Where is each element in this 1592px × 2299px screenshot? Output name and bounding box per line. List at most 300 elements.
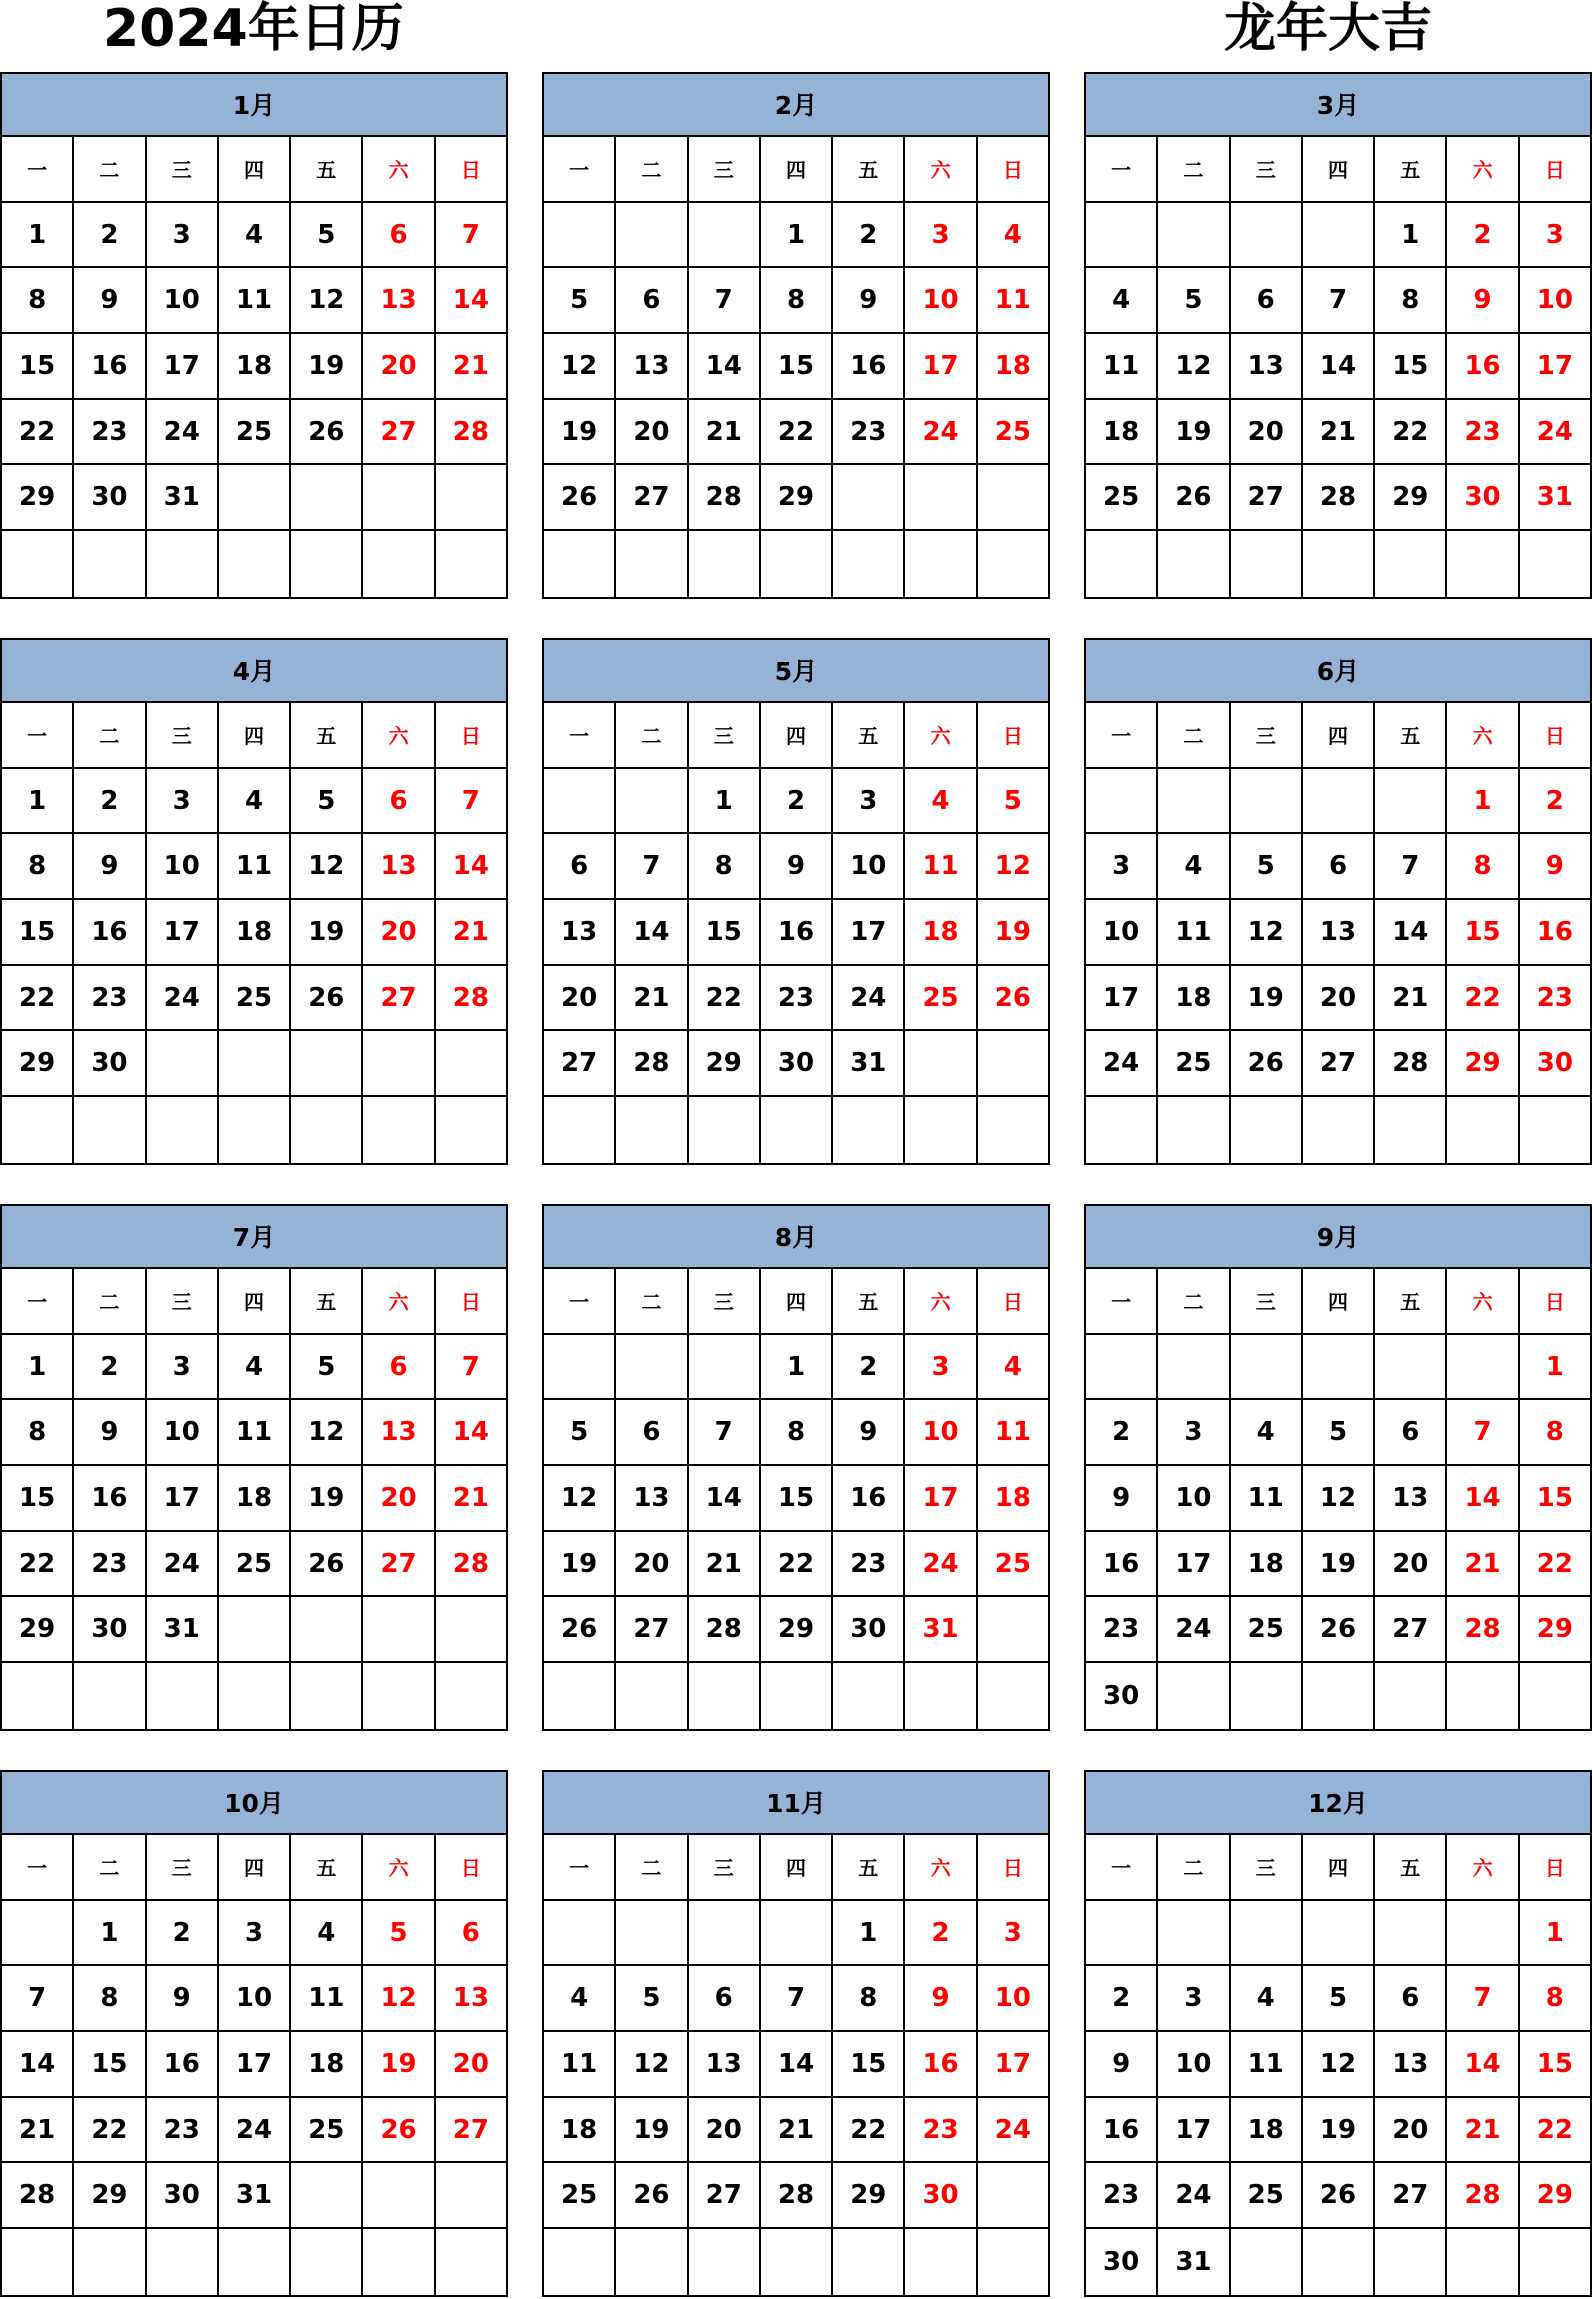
weekday-label: 四 [219,1269,291,1335]
day-cell: 5 [363,1901,435,1967]
month-block [542,1770,1050,2297]
empty-cell [1303,2229,1375,2295]
empty-cell [74,1097,146,1163]
day-cell: 2 [74,203,146,269]
empty-cell [1375,531,1447,597]
weekday-label: 日 [1520,703,1592,769]
empty-cell [689,1335,761,1401]
day-cell: 26 [1231,1031,1303,1097]
day-cell: 17 [147,1466,219,1532]
day-cell: 14 [689,334,761,400]
empty-cell [1086,1335,1158,1401]
empty-cell [291,2163,363,2229]
day-cell: 4 [219,203,291,269]
weekday-label: 一 [2,137,74,203]
day-cell: 16 [74,900,146,966]
day-cell: 25 [219,400,291,466]
day-cell: 29 [761,465,833,531]
day-cell: 31 [833,1031,905,1097]
day-cell: 11 [219,834,291,900]
day-cell: 7 [436,1335,508,1401]
day-cell: 16 [833,334,905,400]
day-cell: 1 [2,769,74,835]
empty-cell [978,2163,1050,2229]
month-block [1084,638,1592,1165]
day-cell: 25 [291,2098,363,2164]
day-cell: 7 [1447,1966,1519,2032]
empty-cell [761,1097,833,1163]
day-cell: 11 [1086,334,1158,400]
weekday-label: 三 [689,1269,761,1335]
day-cell: 28 [616,1031,688,1097]
day-cell: 21 [436,900,508,966]
day-cell: 20 [544,966,616,1032]
empty-cell [1231,1663,1303,1729]
day-cell: 27 [616,1597,688,1663]
empty-cell [689,2229,761,2295]
day-cell: 19 [291,334,363,400]
day-cell: 18 [978,334,1050,400]
day-cell: 8 [2,1400,74,1466]
empty-cell [978,1663,1050,1729]
day-cell: 27 [1375,1597,1447,1663]
weekday-label: 五 [291,1269,363,1335]
day-cell: 6 [689,1966,761,2032]
day-cell: 3 [905,203,977,269]
empty-cell [436,1663,508,1729]
weekday-label: 四 [761,1835,833,1901]
day-cell: 24 [147,966,219,1032]
month-grid [542,1835,1050,2297]
empty-cell [1086,531,1158,597]
empty-cell [219,1031,291,1097]
day-cell: 13 [363,834,435,900]
month-header: 7月 [0,1204,508,1269]
day-cell: 12 [544,1466,616,1532]
empty-cell [544,203,616,269]
day-cell: 31 [1520,465,1592,531]
day-cell: 28 [436,400,508,466]
day-cell: 22 [2,966,74,1032]
day-cell: 10 [1158,2032,1230,2098]
day-cell: 12 [363,1966,435,2032]
empty-cell [1231,2229,1303,2295]
empty-cell [1086,1097,1158,1163]
weekday-label: 三 [1231,137,1303,203]
empty-cell [544,1901,616,1967]
weekday-label: 五 [833,137,905,203]
empty-cell [2,531,74,597]
empty-cell [833,1663,905,1729]
day-cell: 9 [1086,1466,1158,1532]
day-cell: 24 [1158,1597,1230,1663]
weekday-label: 日 [1520,1835,1592,1901]
day-cell: 25 [1231,1597,1303,1663]
day-cell: 11 [1231,1466,1303,1532]
day-cell: 9 [833,268,905,334]
weekday-label: 五 [1375,703,1447,769]
day-cell: 5 [291,1335,363,1401]
day-cell: 29 [833,2163,905,2229]
empty-cell [905,531,977,597]
weekday-label: 一 [544,703,616,769]
day-cell: 8 [1520,1966,1592,2032]
day-cell: 13 [436,1966,508,2032]
day-cell: 2 [147,1901,219,1967]
month-header: 10月 [0,1770,508,1835]
day-cell: 11 [544,2032,616,2098]
day-cell: 5 [1231,834,1303,900]
day-cell: 3 [147,1335,219,1401]
empty-cell [544,1097,616,1163]
day-cell: 11 [1158,900,1230,966]
slogan-title: 龙年大吉 [1224,0,1433,59]
day-cell: 7 [761,1966,833,2032]
empty-cell [905,2229,977,2295]
weekday-label: 四 [1303,137,1375,203]
day-cell: 9 [74,268,146,334]
weekday-label: 一 [544,1269,616,1335]
day-cell: 2 [1086,1400,1158,1466]
day-cell: 8 [761,1400,833,1466]
day-cell: 4 [544,1966,616,2032]
day-cell: 2 [1086,1966,1158,2032]
day-cell: 25 [1231,2163,1303,2229]
day-cell: 7 [436,203,508,269]
empty-cell [2,1097,74,1163]
empty-cell [291,1663,363,1729]
day-cell: 22 [1447,966,1519,1032]
day-cell: 18 [219,334,291,400]
empty-cell [1158,203,1230,269]
day-cell: 17 [1158,1532,1230,1598]
day-cell: 4 [219,769,291,835]
day-cell: 13 [1231,334,1303,400]
day-cell: 26 [1303,2163,1375,2229]
weekday-label: 四 [219,137,291,203]
day-cell: 11 [219,1400,291,1466]
day-cell: 9 [905,1966,977,2032]
day-cell: 26 [363,2098,435,2164]
day-cell: 12 [616,2032,688,2098]
empty-cell [1303,769,1375,835]
empty-cell [436,465,508,531]
weekday-label: 二 [74,137,146,203]
day-cell: 21 [436,334,508,400]
day-cell: 24 [978,2098,1050,2164]
weekday-label: 六 [905,1269,977,1335]
empty-cell [978,531,1050,597]
month-block [1084,72,1592,599]
empty-cell [147,1097,219,1163]
day-cell: 24 [905,400,977,466]
empty-cell [689,1097,761,1163]
day-cell: 14 [2,2032,74,2098]
day-cell: 21 [761,2098,833,2164]
weekday-label: 六 [363,137,435,203]
day-cell: 15 [1520,2032,1592,2098]
day-cell: 13 [1303,900,1375,966]
day-cell: 22 [833,2098,905,2164]
day-cell: 12 [1231,900,1303,966]
month-grid [1084,137,1592,599]
empty-cell [1447,2229,1519,2295]
weekday-label: 二 [1158,137,1230,203]
empty-cell [544,769,616,835]
day-cell: 28 [1303,465,1375,531]
day-cell: 6 [363,1335,435,1401]
empty-cell [1231,769,1303,835]
weekday-label: 一 [544,1835,616,1901]
empty-cell [436,2229,508,2295]
empty-cell [689,531,761,597]
day-cell: 3 [1158,1400,1230,1466]
day-cell: 7 [1447,1400,1519,1466]
empty-cell [1086,1901,1158,1967]
day-cell: 6 [1375,1966,1447,2032]
day-cell: 15 [74,2032,146,2098]
weekday-label: 四 [761,1269,833,1335]
weekday-label: 三 [1231,1269,1303,1335]
empty-cell [363,2163,435,2229]
day-cell: 14 [616,900,688,966]
day-cell: 19 [363,2032,435,2098]
month-block [0,72,508,599]
day-cell: 19 [1303,1532,1375,1598]
day-cell: 20 [1375,2098,1447,2164]
day-cell: 29 [2,465,74,531]
empty-cell [363,531,435,597]
day-cell: 6 [1303,834,1375,900]
empty-cell [1447,531,1519,597]
day-cell: 22 [2,1532,74,1598]
day-cell: 20 [436,2032,508,2098]
day-cell: 2 [833,1335,905,1401]
day-cell: 19 [1303,2098,1375,2164]
empty-cell [1303,1901,1375,1967]
day-cell: 21 [1375,966,1447,1032]
day-cell: 17 [905,1466,977,1532]
day-cell: 24 [1086,1031,1158,1097]
day-cell: 10 [905,268,977,334]
day-cell: 1 [1375,203,1447,269]
day-cell: 28 [1447,2163,1519,2229]
empty-cell [1375,1901,1447,1967]
month-block [1084,1204,1592,1731]
empty-cell [1447,1663,1519,1729]
weekday-label: 日 [978,703,1050,769]
empty-cell [1231,1335,1303,1401]
day-cell: 4 [291,1901,363,1967]
day-cell: 15 [1375,334,1447,400]
day-cell: 20 [1303,966,1375,1032]
day-cell: 16 [761,900,833,966]
month-grid [1084,1269,1592,1731]
day-cell: 4 [219,1335,291,1401]
weekday-label: 四 [761,703,833,769]
day-cell: 29 [2,1597,74,1663]
day-cell: 16 [833,1466,905,1532]
day-cell: 28 [2,2163,74,2229]
day-cell: 8 [761,268,833,334]
day-cell: 16 [147,2032,219,2098]
weekday-label: 二 [74,1269,146,1335]
month-block [1084,1770,1592,2297]
empty-cell [1231,1901,1303,1967]
weekday-label: 日 [1520,1269,1592,1335]
day-cell: 24 [1158,2163,1230,2229]
weekday-label: 四 [1303,1835,1375,1901]
day-cell: 10 [833,834,905,900]
day-cell: 23 [905,2098,977,2164]
day-cell: 30 [147,2163,219,2229]
day-cell: 21 [616,966,688,1032]
day-cell: 8 [2,834,74,900]
day-cell: 21 [689,400,761,466]
day-cell: 24 [147,400,219,466]
day-cell: 13 [363,1400,435,1466]
day-cell: 19 [616,2098,688,2164]
day-cell: 17 [905,334,977,400]
month-block [542,1204,1050,1731]
day-cell: 23 [74,1532,146,1598]
day-cell: 4 [1158,834,1230,900]
day-cell: 26 [1158,465,1230,531]
day-cell: 7 [2,1966,74,2032]
day-cell: 1 [1520,1335,1592,1401]
month-grid [542,137,1050,599]
weekday-label: 二 [1158,1269,1230,1335]
day-cell: 14 [1303,334,1375,400]
day-cell: 12 [1303,1466,1375,1532]
day-cell: 25 [978,1532,1050,1598]
day-cell: 27 [544,1031,616,1097]
day-cell: 4 [1231,1966,1303,2032]
day-cell: 18 [1086,400,1158,466]
day-cell: 1 [761,1335,833,1401]
day-cell: 29 [1375,465,1447,531]
day-cell: 14 [1447,2032,1519,2098]
empty-cell [219,2229,291,2295]
calendar-title: 2024年日历 [103,0,404,59]
weekday-label: 日 [978,137,1050,203]
day-cell: 7 [616,834,688,900]
empty-cell [436,1031,508,1097]
day-cell: 27 [363,1532,435,1598]
day-cell: 22 [761,1532,833,1598]
empty-cell [147,1031,219,1097]
day-cell: 26 [978,966,1050,1032]
day-cell: 9 [1086,2032,1158,2098]
month-header: 6月 [1084,638,1592,703]
weekday-label: 一 [1086,137,1158,203]
day-cell: 30 [74,1597,146,1663]
day-cell: 20 [363,1466,435,1532]
day-cell: 16 [1086,2098,1158,2164]
day-cell: 30 [1086,1663,1158,1729]
weekday-label: 一 [544,137,616,203]
weekday-label: 一 [2,1835,74,1901]
day-cell: 19 [291,1466,363,1532]
day-cell: 31 [1158,2229,1230,2295]
day-cell: 15 [689,900,761,966]
day-cell: 11 [1231,2032,1303,2098]
day-cell: 15 [1520,1466,1592,1532]
day-cell: 9 [833,1400,905,1466]
day-cell: 18 [1231,1532,1303,1598]
empty-cell [219,531,291,597]
empty-cell [689,1663,761,1729]
day-cell: 17 [219,2032,291,2098]
day-cell: 29 [761,1597,833,1663]
day-cell: 31 [219,2163,291,2229]
day-cell: 1 [761,203,833,269]
day-cell: 29 [1447,1031,1519,1097]
day-cell: 27 [1375,2163,1447,2229]
day-cell: 3 [147,203,219,269]
weekday-label: 二 [74,1835,146,1901]
weekday-label: 日 [436,137,508,203]
day-cell: 26 [291,1532,363,1598]
empty-cell [1447,1097,1519,1163]
weekday-label: 四 [219,1835,291,1901]
day-cell: 26 [291,400,363,466]
day-cell: 23 [833,1532,905,1598]
day-cell: 22 [2,400,74,466]
empty-cell [1375,1097,1447,1163]
day-cell: 30 [1086,2229,1158,2295]
day-cell: 10 [147,1400,219,1466]
day-cell: 1 [833,1901,905,1967]
empty-cell [74,1663,146,1729]
day-cell: 14 [1447,1466,1519,1532]
day-cell: 22 [1520,2098,1592,2164]
weekday-label: 三 [147,703,219,769]
day-cell: 9 [74,834,146,900]
weekday-label: 三 [689,1835,761,1901]
day-cell: 12 [544,334,616,400]
empty-cell [291,2229,363,2295]
day-cell: 22 [689,966,761,1032]
day-cell: 28 [436,1532,508,1598]
day-cell: 23 [1086,1597,1158,1663]
empty-cell [1447,1901,1519,1967]
day-cell: 31 [147,1597,219,1663]
day-cell: 18 [978,1466,1050,1532]
month-block [0,638,508,1165]
day-cell: 11 [219,268,291,334]
empty-cell [833,465,905,531]
day-cell: 23 [1520,966,1592,1032]
day-cell: 24 [219,2098,291,2164]
day-cell: 6 [544,834,616,900]
empty-cell [1303,1097,1375,1163]
day-cell: 24 [147,1532,219,1598]
weekday-label: 四 [761,137,833,203]
empty-cell [978,1597,1050,1663]
day-cell: 18 [1158,966,1230,1032]
empty-cell [905,1031,977,1097]
day-cell: 18 [219,900,291,966]
empty-cell [1520,2229,1592,2295]
empty-cell [1303,203,1375,269]
weekday-label: 五 [833,1269,905,1335]
day-cell: 27 [363,966,435,1032]
day-cell: 26 [616,2163,688,2229]
month-header: 9月 [1084,1204,1592,1269]
day-cell: 1 [2,1335,74,1401]
weekday-label: 一 [1086,1269,1158,1335]
